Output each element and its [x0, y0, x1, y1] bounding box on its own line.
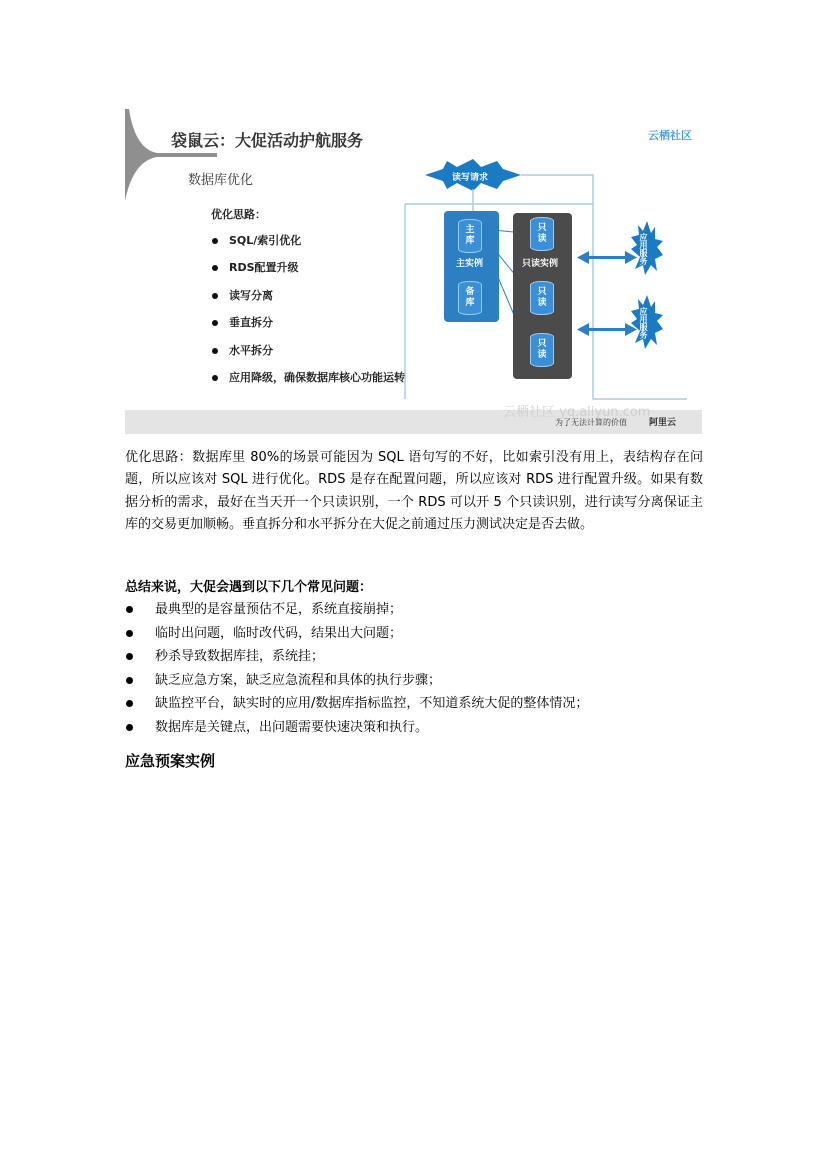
readonly-db-icon-2: 只 读: [530, 281, 554, 315]
bullet-icon: [212, 320, 218, 326]
bullet-icon: [126, 653, 133, 660]
ideas-list: [211, 227, 405, 391]
bullet-icon: [212, 238, 218, 244]
idea-item: 应用降级，确保数据库核心功能运转: [211, 364, 405, 391]
section-heading: 应急预案实例: [125, 752, 216, 770]
standby-db-icon: 备 库: [458, 281, 482, 315]
bullet-icon: [212, 348, 218, 354]
list-item: 最典型的是容量预估不足，系统直接崩掉；: [125, 598, 703, 622]
bullet-icon: [126, 677, 133, 684]
app-service-label-2: 应用服务: [639, 307, 648, 339]
slide-title: 袋鼠云：大促活动护航服务: [171, 131, 364, 150]
aliyun-logo: 阿里云: [649, 418, 677, 428]
bullet-icon: [126, 606, 133, 613]
list-item: 秒杀导致数据库挂，系统挂；: [125, 645, 703, 669]
idea-item: 读写分离: [211, 282, 405, 309]
slide-subtitle: 数据库优化: [188, 173, 254, 188]
brand-logo: 云栖社区: [648, 129, 692, 142]
readonly-db-icon-1: 只 读: [530, 217, 554, 251]
summary-title: 总结来说，大促会遇到以下几个常见问题：: [125, 580, 373, 595]
idea-item: RDS配置升级: [211, 254, 405, 281]
list-item: 数据库是关键点，出问题需要快速决策和执行。: [125, 716, 703, 740]
list-item: 缺乏应急方案，缺乏应急流程和具体的执行步骤；: [125, 669, 703, 693]
problems-list: [125, 598, 703, 740]
readonly-instance-label: 只读实例: [522, 259, 559, 269]
app-arrows: [577, 251, 637, 336]
bullet-icon: [212, 375, 218, 381]
slide-image: [125, 109, 702, 434]
bullet-icon: [212, 293, 218, 299]
master-instance-label: 主实例: [456, 259, 484, 269]
ideas-title: 优化思路：: [211, 208, 266, 221]
request-label: 读写请求: [452, 173, 489, 183]
footer-slogan: 为了无法计算的价值: [555, 418, 627, 427]
watermark: 云栖社区 yq.aliyun.com: [503, 405, 651, 420]
list-item: 临时出问题，临时改代码，结果出大问题；: [125, 622, 703, 646]
body-paragraph: 优化思路：数据库里 80%的场景可能因为 SQL 语句写的不好，比如索引没有用上，表结构存在问题，所以应该对 SQL 进行优化。RDS 是存在配置问题，所以应该对 RDS 进行配置升级。如果有数据分析的需求，最好在当天开一个只读识别，一个 RDS 可以开 5 个只读识别，进行读写分离保证主库的交易更加顺畅。垂直拆分和水平拆分在大促之前通过压力测试决定是否去做。: [125, 450, 703, 533]
app-service-label-1: 应用服务: [639, 233, 648, 265]
idea-item: 垂直拆分: [211, 309, 405, 336]
master-db-icon: 主 库: [458, 219, 482, 253]
list-item: 缺监控平台，缺实时的应用/数据库指标监控，不知道系统大促的整体情况；: [125, 692, 703, 716]
idea-item: 水平拆分: [211, 337, 405, 364]
readonly-db-icon-3: 只 读: [530, 333, 554, 367]
bullet-icon: [212, 265, 218, 271]
bullet-icon: [126, 630, 133, 637]
bullet-icon: [126, 700, 133, 707]
idea-item: SQL/索引优化: [211, 227, 405, 254]
bullet-icon: [126, 724, 133, 731]
